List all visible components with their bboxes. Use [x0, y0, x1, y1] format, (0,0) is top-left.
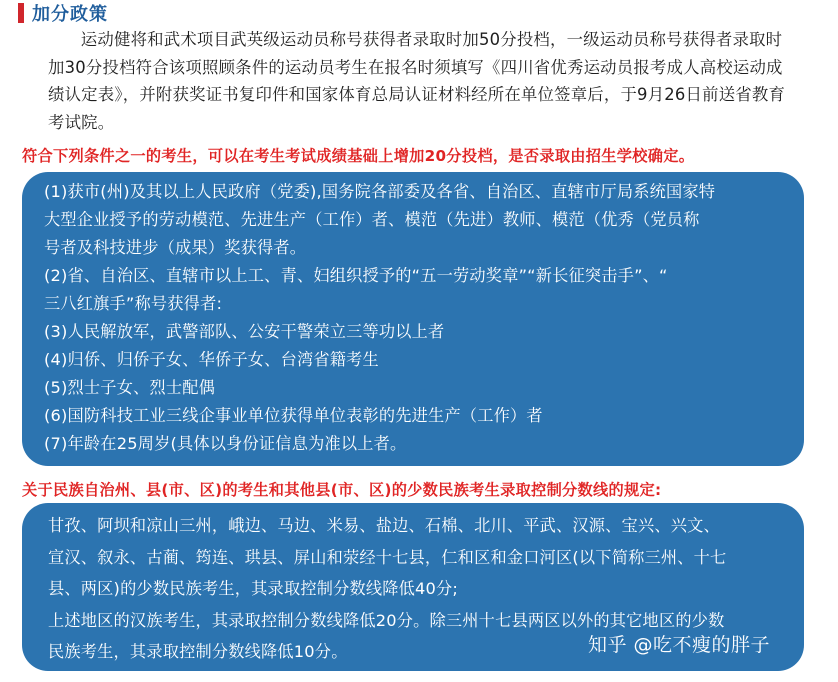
page-title: 加分政策	[32, 4, 108, 25]
conditions-box	[22, 172, 804, 466]
minority-rule-line: 上述地区的汉族考生，其录取控制分数线降低20分。除三州十七县两区以外的其它地区的少数	[48, 610, 725, 630]
condition-line: 大型企业授予的劳动模范、先进生产（工作）者、模范（先进）教师、模范（优秀（党员称	[44, 210, 700, 229]
header-accent-bar	[18, 3, 24, 23]
condition-line: (4)归侨、归侨子女、华侨子女、台湾省籍考生	[44, 350, 379, 369]
minority-rule-line: 民族考生，其录取控制分数线降低10分。	[48, 642, 348, 661]
condition-line: 三八红旗手”称号获得者:	[44, 294, 223, 313]
minority-rule-line: 宣汉、叙永、古蔺、筠连、珙县、屏山和荥经十七县，仁和区和金口河区(以下简称三州、十七	[48, 547, 727, 567]
condition-line: (2)省、自治区、直辖市以上工、青、妇组织授予的“五一劳动奖章”“新长征突击手”、“	[44, 266, 668, 285]
bonus-points-notice: 符合下列条件之一的考生，可以在考生考试成绩基础上增加20分投档，是否录取由招生学校确定。	[22, 147, 695, 165]
condition-line: (3)人民解放军，武警部队、公安干警荣立三等功以上者	[44, 322, 445, 341]
minority-score-notice: 关于民族自治州、县(市、区)的考生和其他县(市、区)的少数民族考生录取控制分数线的规定:	[22, 481, 662, 499]
condition-line: (7)年龄在25周岁(具体以身份证信息为准以上者。	[44, 434, 407, 453]
zhihu-watermark: 知乎 @吃不瘦的胖子	[588, 634, 771, 656]
intro-paragraph: 运动健将和武术项目武英级运动员称号获得者录取时加50分投档，一级运动员称号获得者录取时加30分投档符合该项照顾条件的运动员考生在报名时须填写《四川省优秀运动员报考成人高校运动成绩认定表》，并附获奖证书复印件和国家体育总局认证材料经所在单位签章后，于9月26日前送省教育考试院。	[48, 30, 786, 132]
minority-rule-line: 甘孜、阿坝和凉山三州，峨边、马边、米易、盐边、石棉、北川、平武、汉源、宝兴、兴文、	[48, 516, 720, 535]
condition-line: 号者及科技进步（成果）奖获得者。	[44, 238, 307, 257]
condition-line: (6)国防科技工业三线企事业单位获得单位表彰的先进生产（工作）者	[44, 406, 543, 425]
condition-line: (5)烈士子女、烈士配偶	[44, 378, 216, 397]
minority-rule-line: 县、两区)的少数民族考生，其录取控制分数线降低40分;	[48, 579, 459, 598]
section-header	[18, 0, 108, 26]
condition-line: (1)获市(州)及其以上人民政府（党委),国务院各部委及各省、自治区、直辖市厅局系统国家特	[44, 182, 716, 201]
